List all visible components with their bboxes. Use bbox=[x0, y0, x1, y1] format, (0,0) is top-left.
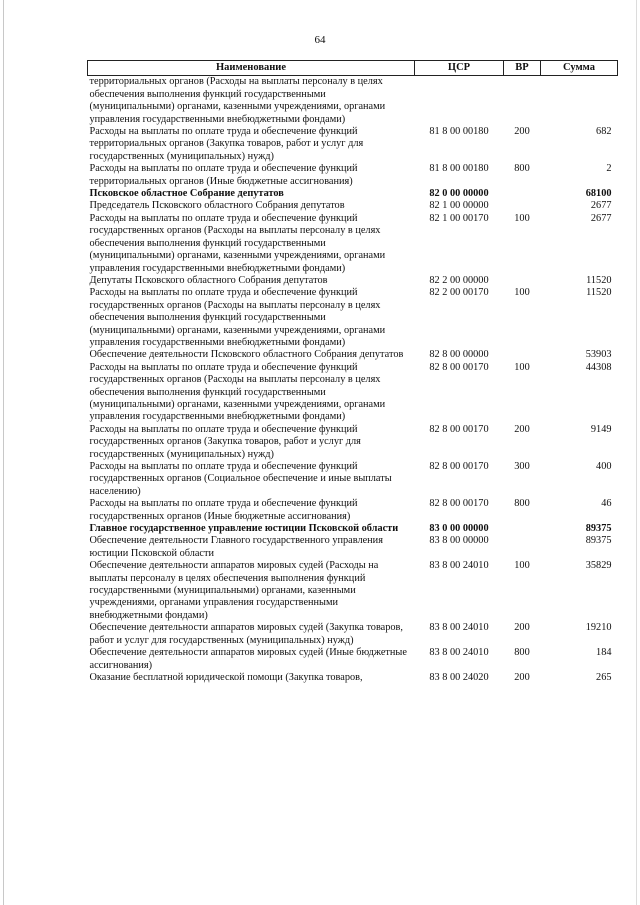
cell-csr: 82 8 00 00170 bbox=[429, 461, 489, 472]
table-row bbox=[88, 188, 618, 200]
cell-name: Псковское областное Собрание депутатов bbox=[89, 188, 284, 200]
cell-sum: 400 bbox=[596, 461, 612, 472]
cell-csr: 82 1 00 00170 bbox=[429, 212, 489, 224]
cell-csr: 82 1 00 00000 bbox=[429, 200, 489, 212]
cell-sum: 11520 bbox=[586, 287, 612, 299]
cell-vr: 100 bbox=[514, 212, 530, 224]
cell-vr: 200 bbox=[514, 671, 530, 683]
cell-csr: 82 8 00 00170 bbox=[429, 361, 489, 373]
header-name: Наименование bbox=[88, 61, 415, 76]
cell-name: Обеспечение деятельности аппаратов мировых судей (Закупка товаров, работ и услуг для государственных (муниципальных) нужд) bbox=[89, 622, 403, 646]
table-row bbox=[88, 560, 618, 622]
table-body bbox=[88, 76, 618, 684]
cell-sum: 53903 bbox=[585, 349, 612, 361]
cell-vr: 800 bbox=[514, 498, 530, 510]
table-row bbox=[88, 362, 618, 424]
table-row bbox=[88, 213, 618, 275]
cell-csr: 82 8 00 00170 bbox=[429, 498, 489, 510]
cell-vr: 100 bbox=[514, 287, 530, 299]
cell-name: Расходы на выплаты по оплате труда и обеспечение функций территориальных органов (Закупка товаров, работ и услуг для государственных (муниципальных) нужд) bbox=[89, 126, 364, 162]
cell-name: Оказание бесплатной юридической помощи (Закупка товаров, bbox=[89, 671, 363, 683]
table-row bbox=[88, 287, 618, 349]
cell-vr bbox=[504, 275, 541, 287]
table-row bbox=[88, 535, 618, 560]
cell-name: территориальных органов (Расходы на выплаты персоналу в целях обеспечения выполнения функций государственными (муниципальными) органами, казенными учреждениями, органами управления государственными внебюджетными фондами) bbox=[89, 76, 386, 125]
cell-vr bbox=[504, 188, 541, 200]
table-header-row bbox=[88, 61, 618, 76]
cell-sum: 2 bbox=[606, 163, 612, 175]
table-row bbox=[88, 76, 618, 126]
page-number: 64 bbox=[314, 34, 326, 46]
cell-vr bbox=[504, 349, 541, 361]
cell-csr: 83 8 00 24010 bbox=[429, 560, 489, 572]
cell-vr bbox=[504, 200, 541, 212]
cell-name: Расходы на выплаты по оплате труда и обеспечение функций государственных органов (Расходы на выплаты персоналу в целях обеспечения выполнения функций государственными (муниципальными) органами, казенными учреждениями, органами управления государственными внебюджетными фондами) bbox=[89, 287, 386, 348]
cell-name: Обеспечение деятельности Главного государственного управления юстиции Псковской области bbox=[89, 535, 383, 559]
cell-name: Расходы на выплаты по оплате труда и обеспечение функций государственных органов (Закупка товаров, работ и услуг для государственных (муниципальных) нужд) bbox=[89, 423, 361, 460]
cell-sum: 9149 bbox=[590, 423, 612, 435]
cell-csr: 83 8 00 00000 bbox=[429, 535, 489, 547]
cell-name: Главное государственное управление юстиции Псковской области bbox=[89, 523, 399, 535]
budget-table bbox=[87, 60, 618, 684]
cell-name: Обеспечение деятельности аппаратов мировых судей (Иные бюджетные ассигнования) bbox=[89, 647, 407, 671]
table-row bbox=[88, 349, 618, 361]
cell-sum: 184 bbox=[596, 647, 612, 659]
cell-csr: 82 2 00 00170 bbox=[429, 287, 489, 299]
cell-name: Расходы на выплаты по оплате труда и обеспечение функций территориальных органов (Иные бюджетные ассигнования) bbox=[89, 163, 358, 187]
cell-csr: 83 8 00 24020 bbox=[429, 671, 489, 683]
table-row bbox=[88, 498, 618, 523]
cell-csr: 82 8 00 00170 bbox=[429, 423, 489, 435]
cell-csr: 81 8 00 00180 bbox=[429, 126, 489, 138]
cell-sum: 265 bbox=[596, 671, 612, 683]
header-sum: Сумма bbox=[541, 61, 618, 76]
cell-vr: 200 bbox=[514, 126, 530, 138]
cell-vr: 200 bbox=[514, 423, 530, 435]
cell-vr bbox=[504, 523, 541, 535]
table-row bbox=[88, 424, 618, 461]
cell-sum: 46 bbox=[601, 498, 612, 510]
cell-vr: 300 bbox=[514, 461, 530, 472]
cell-vr bbox=[504, 76, 541, 126]
cell-csr: 82 2 00 00000 bbox=[429, 274, 489, 286]
table-row bbox=[88, 461, 618, 498]
cell-csr: 82 8 00 00000 bbox=[429, 349, 489, 361]
scan-left-edge bbox=[3, 0, 4, 905]
cell-csr: 83 0 00 00000 bbox=[429, 523, 489, 535]
cell-sum: 682 bbox=[596, 126, 612, 138]
cell-sum: 89375 bbox=[585, 523, 612, 535]
cell-vr: 800 bbox=[514, 163, 530, 175]
cell-name: Обеспечение деятельности аппаратов мировых судей (Расходы на выплаты персоналу в целях обеспечения выполнения функций государственными (муниципальными) органами, казенными учреждениями, органами управления государственными внебюджетными фондами) bbox=[89, 560, 379, 621]
cell-vr: 200 bbox=[514, 622, 530, 634]
table-row bbox=[88, 163, 618, 188]
table-row bbox=[88, 647, 618, 672]
header-csr: ЦСР bbox=[415, 61, 504, 76]
cell-sum: 89375 bbox=[585, 535, 612, 547]
cell-sum: 44308 bbox=[585, 361, 612, 373]
cell-sum: 68100 bbox=[585, 188, 612, 200]
cell-csr: 81 8 00 00180 bbox=[429, 163, 489, 175]
cell-sum: 2677 bbox=[590, 200, 612, 212]
table-row bbox=[88, 622, 618, 647]
header-vr: ВР bbox=[504, 61, 541, 76]
scan-right-edge bbox=[636, 0, 637, 905]
cell-csr: 82 0 00 00000 bbox=[429, 188, 489, 200]
cell-sum: 11520 bbox=[586, 274, 612, 286]
table-row bbox=[88, 200, 618, 212]
cell-name: Обеспечение деятельности Псковского областного Собрания депутатов bbox=[89, 349, 404, 361]
cell-vr: 100 bbox=[514, 560, 530, 572]
cell-sum: 2677 bbox=[590, 212, 612, 224]
table-row bbox=[88, 672, 618, 684]
cell-csr: 83 8 00 24010 bbox=[429, 622, 489, 634]
cell-vr bbox=[504, 535, 541, 560]
cell-vr: 100 bbox=[514, 361, 530, 373]
cell-name: Расходы на выплаты по оплате труда и обеспечение функций государственных органов (Расходы на выплаты персоналу в целях обеспечения выполнения функций государственными (муниципальными) органами, казенными учреждениями, органами управления государственными внебюджетными фондами) bbox=[89, 361, 386, 423]
cell-csr bbox=[415, 76, 504, 126]
cell-csr: 83 8 00 24010 bbox=[429, 647, 489, 659]
cell-name: Расходы на выплаты по оплате труда и обеспечение функций государственных органов (Социальное обеспечение и иные выплаты населению) bbox=[89, 461, 392, 497]
cell-sum: 19210 bbox=[585, 622, 612, 634]
cell-name: Депутаты Псковского областного Собрания депутатов bbox=[89, 274, 328, 286]
cell-vr: 800 bbox=[514, 647, 530, 659]
cell-sum: 35829 bbox=[585, 560, 612, 572]
table-row bbox=[88, 126, 618, 163]
cell-name: Расходы на выплаты по оплате труда и обеспечение функций государственных органов (Иные бюджетные ассигнования) bbox=[89, 498, 358, 522]
table-row bbox=[88, 523, 618, 535]
table-row bbox=[88, 275, 618, 287]
cell-sum bbox=[541, 76, 618, 126]
cell-name: Председатель Псковского областного Собрания депутатов bbox=[89, 200, 345, 212]
cell-name: Расходы на выплаты по оплате труда и обеспечение функций государственных органов (Расходы на выплаты персоналу в целях обеспечения выполнения функций государственными (муниципальными) органами, казенными учреждениями, органами управления государственными внебюджетными фондами) bbox=[89, 212, 386, 274]
